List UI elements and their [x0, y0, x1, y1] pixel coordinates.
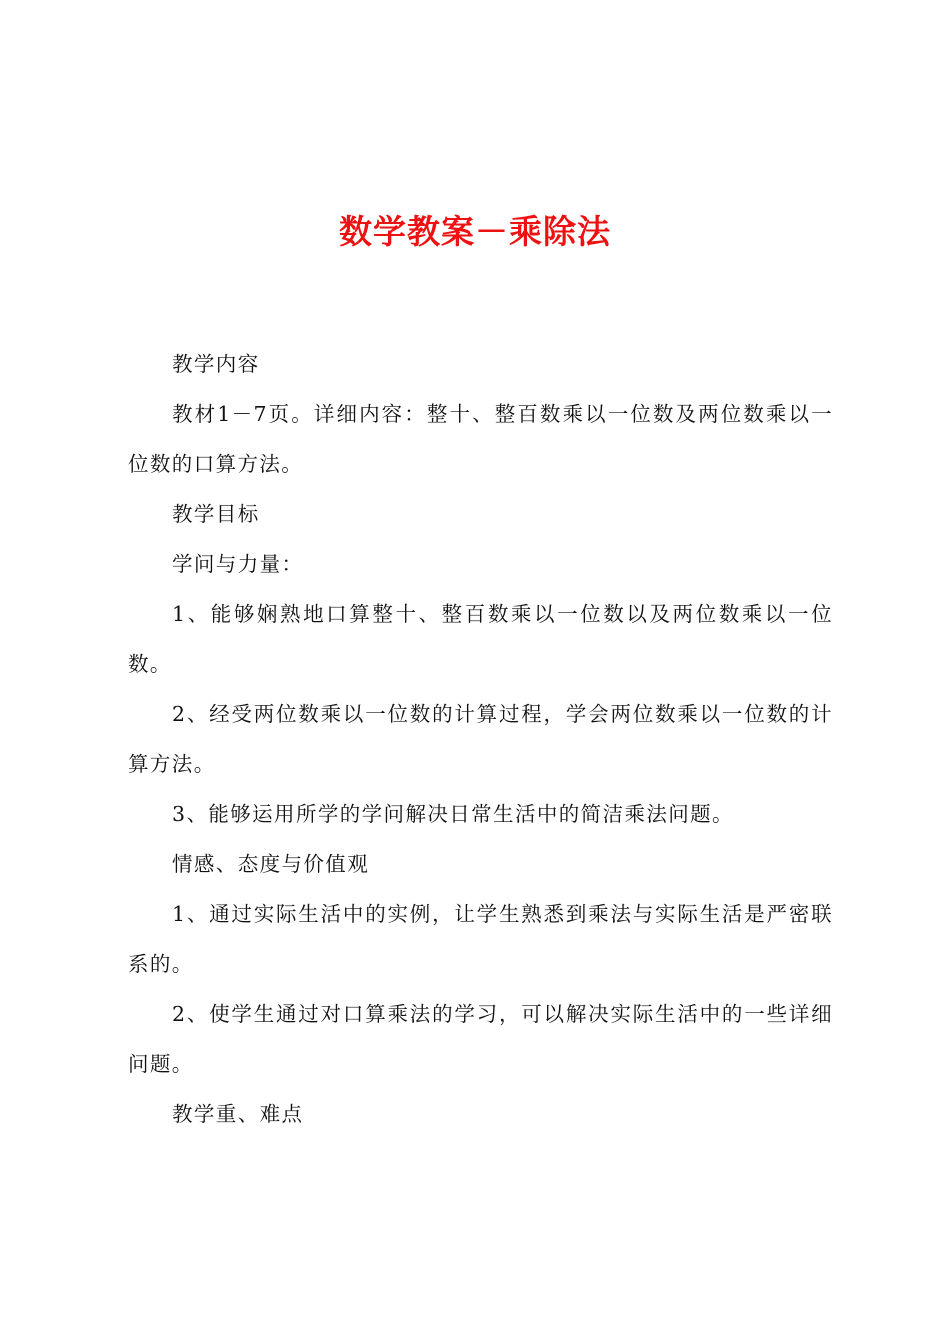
list-item-objective-1: 1、能够娴熟地口算整十、整百数乘以一位数以及两位数乘以一位数。 [128, 602, 833, 676]
document-title: 数学教案－乘除法 [339, 212, 611, 251]
list-item-emotion-2: 2、使学生通过对口算乘法的学习，可以解决实际生活中的一些详细问题。 [128, 1002, 833, 1076]
document-body [128, 339, 833, 1139]
paragraph-content-detail: 教材1－7页。详细内容：整十、整百数乘以一位数及两位数乘以一位数的口算方法。 [128, 402, 833, 476]
list-item-objective-2: 2、经受两位数乘以一位数的计算过程，学会两位数乘以一位数的计算方法。 [128, 702, 833, 776]
section-heading-key-difficult-points: 教学重、难点 [172, 1102, 304, 1126]
list-item-objective-3: 3、能够运用所学的学问解决日常生活中的简洁乘法问题。 [172, 802, 734, 826]
section-heading-content: 教学内容 [172, 352, 260, 376]
subheading-knowledge-ability: 学问与力量： [172, 552, 304, 576]
list-item-emotion-1: 1、通过实际生活中的实例，让学生熟悉到乘法与实际生活是严密联系的。 [128, 902, 833, 976]
subheading-emotion-attitude-values: 情感、态度与价值观 [172, 852, 370, 876]
section-heading-objectives: 教学目标 [172, 502, 260, 526]
